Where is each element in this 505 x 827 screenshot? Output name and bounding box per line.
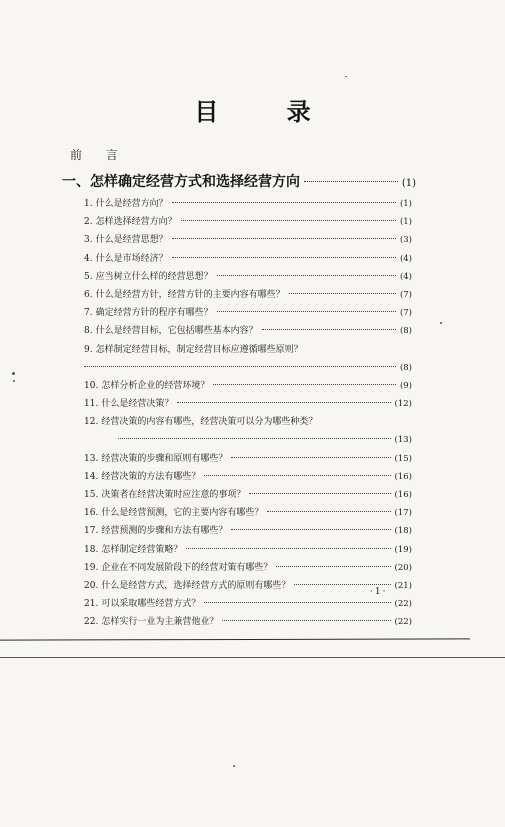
leader-dots <box>231 456 390 458</box>
item-page: (20) <box>394 562 412 573</box>
item-page: (1) <box>399 217 412 228</box>
toc-item <box>84 613 412 631</box>
item-text: 怎样实行一业为主兼营他业？ <box>101 617 219 628</box>
leader-dots <box>204 474 390 476</box>
toc-item <box>84 213 412 231</box>
item-page: (9) <box>399 380 412 391</box>
item-number: 11. <box>84 399 99 410</box>
item-number: 10. <box>84 380 99 391</box>
item-page: (8) <box>399 326 412 337</box>
leader-dots <box>172 256 396 258</box>
item-text: 什么是经营方式，选择经营方式的原则有哪些？ <box>101 580 291 591</box>
item-page: (22) <box>394 617 412 628</box>
toc-item <box>84 322 412 340</box>
leader-dots <box>222 619 390 621</box>
item-number: 20. <box>84 580 99 591</box>
item-number: 3. <box>84 235 93 246</box>
toc-item-continuation <box>84 431 412 449</box>
item-number: 2. <box>84 217 93 228</box>
preface-entry: 前 言 <box>70 148 128 162</box>
leader-dots <box>294 583 390 585</box>
leader-dots <box>172 201 396 203</box>
section-number: 一、 <box>62 174 90 190</box>
scan-rule-top <box>0 638 470 640</box>
page-title: 目 录 <box>194 98 341 126</box>
item-page: (1) <box>399 199 412 209</box>
toc-item <box>84 304 412 322</box>
toc-list <box>84 195 412 632</box>
item-text: 什么是经营预测，它的主要内容有哪些？ <box>101 508 264 519</box>
item-page: (21) <box>394 580 412 591</box>
section-page: (1) <box>401 178 416 189</box>
scan-speck <box>12 372 15 375</box>
item-text: 什么是经营方针，经营方针的主要内容有哪些？ <box>95 289 285 300</box>
leader-dots <box>231 528 390 530</box>
toc-item <box>84 450 412 468</box>
toc-item <box>84 377 412 395</box>
item-text: 怎样分析企业的经营环境？ <box>101 380 210 391</box>
toc-item <box>84 468 412 486</box>
leader-dots <box>172 237 396 239</box>
item-page: (15) <box>394 453 412 464</box>
leader-dots <box>304 180 398 182</box>
item-text: 可以采取哪些经营方式？ <box>101 599 201 610</box>
item-text: 经营决策的步骤和原则有哪些？ <box>101 453 228 464</box>
item-number: 12. <box>84 417 99 428</box>
toc-item <box>84 577 412 595</box>
item-page: (3) <box>399 235 412 246</box>
leader-dots <box>262 328 396 330</box>
toc-item <box>84 504 412 522</box>
leader-dots <box>267 510 390 512</box>
item-page: (13) <box>394 435 412 446</box>
item-number: 5. <box>84 271 93 282</box>
toc-item <box>84 486 412 504</box>
item-number: 1. <box>84 199 93 209</box>
leader-dots <box>249 492 390 494</box>
item-text: 怎样制定经营目标，制定经营目标应遵循哪些原则？ <box>95 344 303 355</box>
leader-dots <box>276 565 390 567</box>
item-page: (18) <box>394 526 412 537</box>
scan-speck <box>13 380 15 382</box>
item-number: 17. <box>84 526 99 537</box>
item-page: (22) <box>394 599 412 610</box>
item-number: 15. <box>84 490 99 500</box>
item-text: 经营决策的方法有哪些？ <box>101 471 201 482</box>
item-number: 16. <box>84 508 99 519</box>
item-text: 什么是市场经济？ <box>95 253 168 264</box>
item-page: (16) <box>394 490 412 500</box>
item-text: 什么是经营思想？ <box>95 235 168 246</box>
item-page: (17) <box>394 508 412 519</box>
item-page: (4) <box>399 271 412 282</box>
item-page: (7) <box>399 308 412 319</box>
item-text: 经营预测的步骤和方法有哪些？ <box>101 526 228 537</box>
section-heading <box>62 171 416 191</box>
item-number: 9. <box>84 344 93 355</box>
leader-dots <box>118 437 391 439</box>
toc-item <box>84 413 412 431</box>
item-text: 企业在不同发展阶段下的经营对策有哪些？ <box>101 562 273 573</box>
item-number: 18. <box>84 544 99 555</box>
item-text: 怎样制定经营策略？ <box>101 544 183 555</box>
item-number: 7. <box>84 308 93 319</box>
item-text: 什么是经营决策？ <box>101 399 174 410</box>
leader-dots <box>217 274 396 276</box>
toc-item <box>84 286 412 304</box>
item-number: 14. <box>84 471 99 482</box>
leader-dots <box>204 601 390 603</box>
section-title: 怎样确定经营方式和选择经营方向 <box>90 174 300 190</box>
item-number: 4. <box>84 253 93 264</box>
toc-item <box>84 250 412 268</box>
leader-dots <box>186 547 390 549</box>
item-page: (12) <box>394 399 412 410</box>
leader-dots <box>213 383 396 385</box>
item-number: 8. <box>84 326 93 337</box>
item-number: 6. <box>84 289 93 300</box>
item-number: 13. <box>84 453 99 464</box>
toc-item-continuation <box>84 359 412 377</box>
page-number: ·1· <box>370 587 388 597</box>
item-number: 22. <box>84 617 99 628</box>
item-page: (8) <box>399 362 412 373</box>
item-text: 确定经营方针的程序有哪些？ <box>95 308 213 319</box>
item-text: 应当树立什么样的经营思想？ <box>95 271 213 282</box>
item-text: 决策者在经营决策时应注意的事项？ <box>101 490 246 500</box>
leader-dots <box>181 219 396 221</box>
scan-speck <box>233 765 235 767</box>
item-page: (4) <box>399 253 412 264</box>
toc-item <box>84 541 412 559</box>
item-text: 什么是经营目标，它包括哪些基本内容？ <box>95 326 258 337</box>
item-text: 怎样选择经营方向？ <box>95 217 177 228</box>
toc-item <box>84 341 412 359</box>
item-page: (7) <box>399 289 412 300</box>
item-text: 什么是经营方向？ <box>95 199 168 209</box>
item-number: 19. <box>84 562 99 573</box>
scan-speck <box>440 322 442 324</box>
item-page: (19) <box>394 544 412 555</box>
toc-item <box>84 522 412 540</box>
item-page: (16) <box>394 471 412 482</box>
leader-dots <box>84 365 396 367</box>
toc-item <box>84 595 412 613</box>
leader-dots <box>217 310 396 312</box>
item-number: 21. <box>84 599 99 610</box>
toc-item <box>84 395 412 413</box>
scan-speck <box>345 76 347 77</box>
leader-dots <box>177 401 390 403</box>
toc-item <box>84 231 412 249</box>
item-text: 经营决策的内容有哪些，经营决策可以分为哪些种类？ <box>101 417 318 428</box>
toc-item <box>84 268 412 286</box>
toc-item <box>84 195 412 213</box>
toc-item <box>84 559 412 577</box>
leader-dots <box>289 292 396 294</box>
scan-rule-bottom <box>0 657 505 658</box>
